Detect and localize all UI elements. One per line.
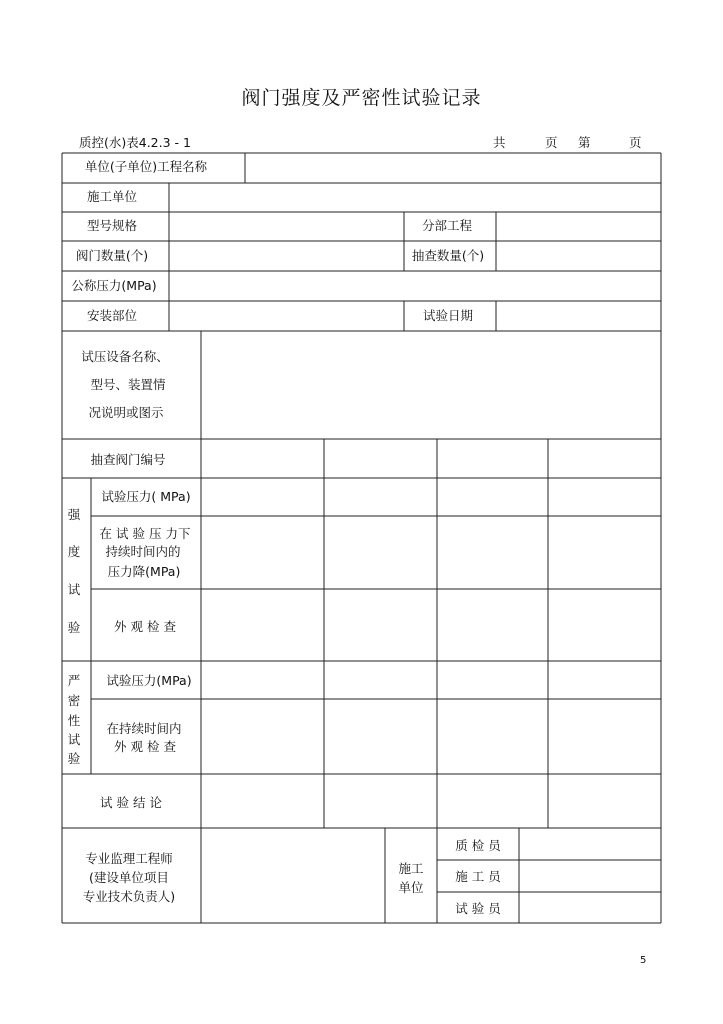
- tightness-group-char-1: 严: [67, 673, 81, 688]
- construction-unit-label: 施工单位: [86, 189, 138, 204]
- strength-pressure-drop-line-3: 压力降(MPa): [107, 564, 181, 579]
- test-date-label: 试验日期: [422, 308, 474, 323]
- construction-unit-sign-line-2: 单位: [398, 880, 424, 895]
- strength-pressure-drop-line-1: 在 试 验 压 力下: [99, 526, 191, 541]
- page-number: 5: [640, 955, 647, 966]
- form-code: 质控(水)表4.2.3 - 1: [79, 135, 191, 150]
- strength-group-char-2: 度: [67, 544, 81, 559]
- construction-unit-sign-line-1: 施工: [398, 861, 424, 876]
- strength-group-char-4: 验: [67, 620, 81, 635]
- valve-count-label: 阀门数量(个): [75, 248, 149, 263]
- nominal-pressure-label: 公称压力(MPa): [71, 278, 157, 293]
- sample-valve-no-label: 抽查阀门编号: [90, 452, 166, 467]
- tightness-test-pressure-label: 试验压力(MPa): [106, 673, 192, 688]
- page-title: 阀门强度及严密性试验记录: [241, 87, 482, 109]
- tightness-appearance-line-1: 在持续时间内: [106, 721, 182, 736]
- sub-project-label: 分部工程: [421, 218, 473, 233]
- unit-project-name-label: 单位(子单位)工程名称: [84, 159, 208, 174]
- install-location-label: 安装部位: [86, 308, 138, 323]
- equipment-desc-line-3: 况说明或图示: [88, 405, 164, 420]
- tightness-appearance-line-2: 外 观 检 查: [114, 739, 176, 754]
- sample-count-label: 抽查数量(个): [411, 248, 485, 263]
- tightness-group-char-3: 性: [67, 713, 81, 728]
- builder-label: 施 工 员: [455, 869, 501, 884]
- strength-group-char-1: 强: [67, 507, 81, 522]
- total-label: 共: [493, 135, 506, 150]
- strength-pressure-drop-line-2: 持续时间内的: [105, 544, 181, 559]
- page-label-2: 页: [629, 135, 642, 150]
- strength-group-char-3: 试: [67, 582, 81, 597]
- strength-test-pressure-label: 试验压力( MPa): [101, 489, 191, 504]
- supervisor-line-1: 专业监理工程师: [85, 851, 173, 866]
- conclusion-label: 试 验 结 论: [100, 795, 162, 810]
- tightness-group-char-5: 验: [67, 751, 81, 766]
- equipment-desc-line-2: 型号、装置情: [90, 377, 166, 392]
- quality-inspector-label: 质 检 员: [455, 838, 501, 853]
- supervisor-line-2: (建设单位项目: [89, 870, 169, 885]
- no-label: 第: [578, 135, 591, 150]
- tightness-group-char-4: 试: [67, 732, 81, 747]
- supervisor-line-3: 专业技术负责人): [82, 889, 176, 904]
- page-label: 页: [545, 135, 558, 150]
- tightness-group-char-2: 密: [67, 693, 81, 708]
- equipment-desc-line-1: 试压设备名称、: [81, 349, 169, 364]
- strength-appearance-label: 外 观 检 查: [114, 619, 176, 634]
- tester-label: 试 验 员: [455, 901, 501, 916]
- model-spec-label: 型号规格: [86, 218, 138, 233]
